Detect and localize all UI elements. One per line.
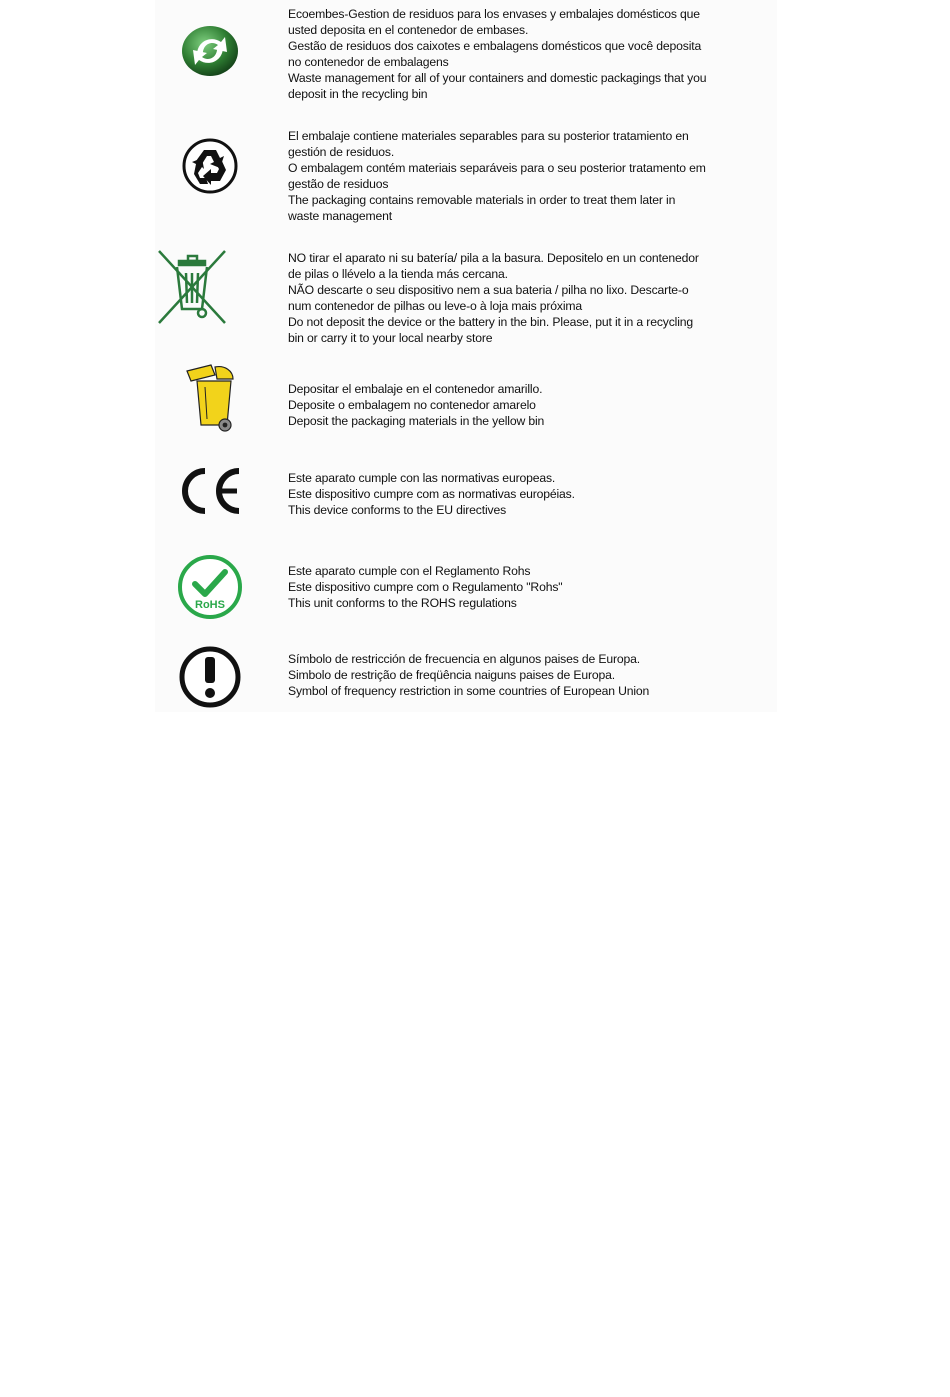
symbol-description: El embalaje contiene materiales separables para su posterior tratamiento en gestión de residuos. O embalagem contém materiais separáveis para o seu posterior tratamento em gestão de residuos The packaging contains removable materials in order to treat them later in waste management <box>288 129 706 223</box>
symbol-description: Este aparato cumple con las normativas europeas. Este dispositivo cumpre com as normativas européias. This device conforms to the EU directives <box>288 471 575 517</box>
symbol-description: Depositar el embalaje en el contenedor amarillo. Deposite o embalagem no contenedor amarelo Deposit the packaging materials in the yellow bin <box>288 382 545 428</box>
rohs-label: RoHS <box>195 599 225 611</box>
symbol-description: NO tirar el aparato ni su batería/ pila a la basura. Depositelo en un contenedor de pilas o llévelo a la tienda más cercana. NÃO descarte o seu dispositivo nem a sua bateria / pilha no lixo. Descarte-o num contenedor de pilhas ou leve-o à loja mais próxima Do not deposit the device or the battery in the bin. Please, put it in a recycling bin or carry it to your local nearby store <box>288 251 699 345</box>
symbol-description: Símbolo de restricción de frecuencia en algunos paises de Europa. Simbolo de restrição de freqüência naiguns paises de Europa. Symbol of frequency restriction in some countries of European Union <box>288 652 650 698</box>
symbol-description: Este aparato cumple con el Reglamento Rohs Este dispositivo cumpre com o Regulamento "Rohs" This unit conforms to the ROHS regulations <box>288 564 563 610</box>
crossed-bin-icon <box>155 246 231 326</box>
recycle-icon <box>155 128 265 204</box>
yellow-bin-icon <box>155 362 265 434</box>
exclamation-alert-icon <box>155 642 265 712</box>
green-dot-icon <box>155 8 265 94</box>
symbols-sheet <box>155 0 777 712</box>
rohs-icon <box>155 552 265 622</box>
symbol-description: Ecoembes-Gestion de residuos para los envases y embalajes domésticos que usted deposita en el contenedor de embases. Gestão de residuos dos caixotes e embalagens domésticos que você deposita no contenedor de embalagens Waste management for all of your containers and domestic packagings that you deposit in the recycling bin <box>288 7 707 101</box>
ce-mark-icon <box>155 460 265 522</box>
